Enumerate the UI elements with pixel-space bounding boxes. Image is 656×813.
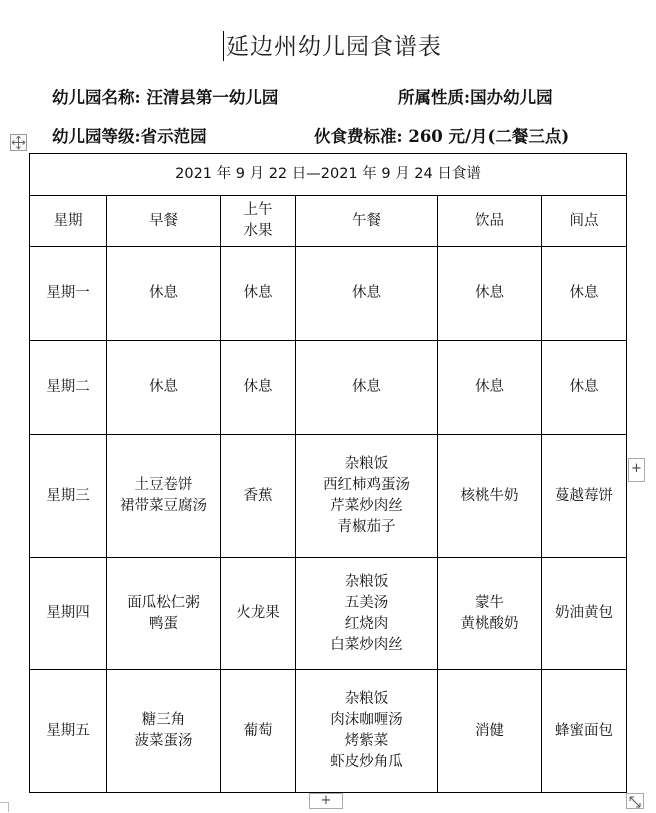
ownership-value: 国办幼儿园: [470, 88, 553, 107]
kindergarten-name-label: 幼儿园名称:: [52, 88, 141, 107]
breakfast-item: 糖三角: [141, 712, 186, 728]
day-cell: 星期四: [30, 558, 107, 670]
drink-cell: [438, 670, 542, 793]
fruit-item: 火龙果: [236, 605, 280, 621]
fruit-cell: [221, 435, 296, 558]
move-arrows-icon: [11, 135, 26, 150]
breakfast-cell: [107, 247, 221, 341]
snack-cell: [542, 435, 627, 558]
drink-item: 黄桃酸奶: [460, 615, 519, 632]
lunch-item: 芹菜炒肉丝: [330, 498, 403, 514]
lunch-item: 西红柿鸡蛋汤: [323, 477, 410, 493]
header-morning-fruit-line: 上午: [243, 202, 273, 218]
drink-cell: [438, 341, 542, 435]
date-range-caption: 2021 年 9 月 22 日—2021 年 9 月 24 日食谱: [30, 154, 627, 196]
snack-cell: [542, 670, 627, 793]
day-cell: 星期三: [30, 435, 107, 558]
header-day: 星期: [30, 196, 107, 247]
fruit-item: 香蕉: [243, 487, 273, 504]
lunch-cell: [296, 247, 438, 341]
lunch-item: 五美汤: [344, 594, 389, 611]
resize-arrow-icon: [627, 795, 643, 809]
kindergarten-name-line: [52, 86, 278, 110]
drink-item: 消健: [475, 722, 504, 739]
lunch-item: 红烧肉: [344, 615, 389, 632]
breakfast-cell: [107, 558, 221, 670]
breakfast-cell: [107, 435, 221, 558]
kindergarten-name-value: 汪清县第一幼儿园: [146, 88, 279, 107]
drink-cell: [438, 558, 542, 670]
table-row: [30, 670, 627, 793]
header-snack: 间点: [542, 196, 627, 247]
lunch-item: 虾皮炒角瓜: [330, 754, 403, 770]
lunch-item: 杂粮饭: [344, 456, 389, 472]
table-resize-handle[interactable]: [626, 793, 644, 809]
drink-cell: [438, 435, 542, 558]
lunch-item: 杂粮饭: [344, 573, 389, 590]
add-column-button[interactable]: +: [628, 458, 645, 482]
header-morning-fruit: [221, 196, 296, 247]
lunch-item: 休息: [352, 379, 381, 395]
lunch-cell: [296, 670, 438, 793]
header-breakfast: 早餐: [107, 196, 221, 247]
lunch-item: 肉沫咖喱汤: [330, 712, 403, 728]
text-cursor: [223, 31, 224, 61]
ownership-label: 所属性质:: [398, 88, 471, 107]
fee-value: 260 元/月(二餐三点): [408, 127, 570, 146]
lunch-item: 杂粮饭: [344, 691, 389, 707]
grade-line: [52, 125, 207, 149]
breakfast-item: 菠菜蛋汤: [134, 733, 193, 749]
snack-cell: [542, 558, 627, 670]
drink-item: 休息: [475, 379, 504, 395]
drink-item: 核桃牛奶: [460, 487, 519, 504]
lunch-cell: [296, 435, 438, 558]
fruit-cell: [221, 670, 296, 793]
fee-label: 伙食费标准:: [314, 127, 403, 146]
breakfast-item: 鸭蛋: [149, 615, 178, 632]
snack-item: 奶油黄包: [555, 605, 613, 621]
fruit-cell: [221, 341, 296, 435]
menu-table: [29, 153, 627, 793]
page-corner-mark: [0, 802, 9, 812]
grade-label: 幼儿园等级:: [52, 127, 141, 146]
snack-item: 蜂蜜面包: [555, 722, 613, 739]
document-title: 延边州幼儿园食谱表: [226, 34, 442, 60]
header-lunch: 午餐: [296, 196, 438, 247]
drink-cell: [438, 247, 542, 341]
snack-cell: [542, 341, 627, 435]
fruit-item: 葡萄: [243, 722, 273, 739]
breakfast-item: 休息: [149, 285, 178, 301]
day-cell: 星期二: [30, 341, 107, 435]
table-row: [30, 435, 627, 558]
table-row: [30, 341, 627, 435]
snack-cell: [542, 247, 627, 341]
day-cell: 星期一: [30, 247, 107, 341]
table-row: [30, 247, 627, 341]
ownership-line: [398, 86, 553, 110]
breakfast-cell: [107, 670, 221, 793]
day-cell: 星期五: [30, 670, 107, 793]
drink-item: 蒙牛: [475, 594, 504, 611]
fruit-item: 休息: [243, 285, 273, 301]
lunch-cell: [296, 341, 438, 435]
add-row-button[interactable]: +: [309, 793, 343, 809]
breakfast-item: 面瓜松仁粥: [127, 594, 200, 611]
lunch-cell: [296, 558, 438, 670]
breakfast-item: 土豆卷饼: [134, 477, 193, 493]
fruit-cell: [221, 247, 296, 341]
snack-item: 休息: [569, 379, 599, 395]
grade-value: 省示范园: [140, 127, 207, 146]
lunch-item: 休息: [352, 285, 381, 301]
fruit-item: 休息: [243, 379, 273, 395]
header-drink: 饮品: [438, 196, 542, 247]
lunch-item: 青椒茄子: [337, 519, 396, 535]
lunch-item: 白菜炒肉丝: [330, 636, 403, 653]
fruit-cell: [221, 558, 296, 670]
table-move-handle[interactable]: [10, 134, 27, 151]
fee-line: [314, 125, 569, 149]
breakfast-item: 裙带菜豆腐汤: [120, 498, 207, 514]
breakfast-item: 休息: [149, 379, 178, 395]
header-morning-fruit-line: 水果: [243, 223, 273, 239]
snack-item: 蔓越莓饼: [555, 487, 613, 504]
table-row: [30, 558, 627, 670]
breakfast-cell: [107, 341, 221, 435]
snack-item: 休息: [569, 285, 599, 301]
lunch-item: 烤紫菜: [344, 733, 389, 749]
drink-item: 休息: [475, 285, 504, 301]
